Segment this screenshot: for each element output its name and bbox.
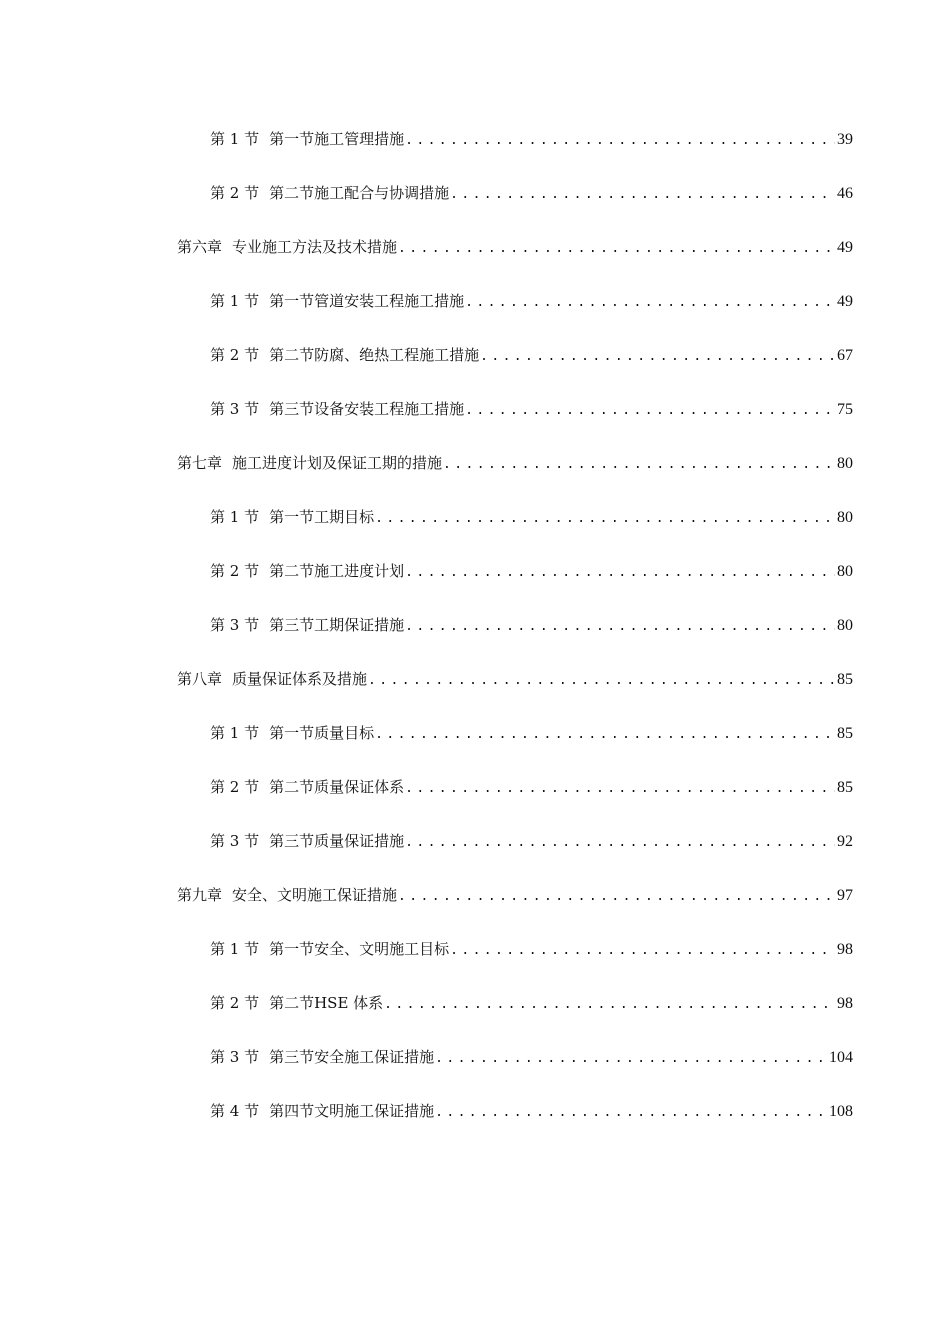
toc-leader-dots (450, 936, 835, 966)
toc-entry-label (210, 340, 479, 370)
toc-entry-label (177, 664, 367, 694)
toc-entry-section[interactable] (0, 988, 950, 1042)
toc-leader-dots (375, 720, 835, 750)
toc-entry-title: 安全、文明施工保证措施 (232, 886, 398, 904)
toc-entry-chapter[interactable] (0, 448, 950, 502)
toc-entry-title: 专业施工方法及技术措施 (232, 238, 398, 256)
toc-entry-label (210, 934, 449, 964)
toc-entry-label (210, 826, 404, 856)
toc-leader-dots (405, 774, 835, 804)
toc-entry-title: 第三节质量保证措施 (269, 832, 405, 850)
toc-entry-number: 第 3 节 (210, 1048, 260, 1066)
toc-entry-section[interactable] (0, 1096, 950, 1150)
toc-entry-number: 第八章 (177, 670, 223, 688)
toc-leader-dots (375, 504, 835, 534)
toc-entry-label (210, 556, 404, 586)
toc-entry-number: 第九章 (177, 886, 223, 904)
toc-leader-dots (398, 234, 835, 264)
toc-entry-number: 第 2 节 (210, 562, 260, 580)
toc-leader-dots (435, 1044, 827, 1074)
toc-entry-number: 第 1 节 (210, 724, 260, 742)
toc-leader-dots (405, 612, 835, 642)
toc-entry-section[interactable] (0, 340, 950, 394)
toc-entry-section[interactable] (0, 178, 950, 232)
toc-entry-number: 第 4 节 (210, 1102, 260, 1120)
toc-entry-section[interactable] (0, 610, 950, 664)
toc-entry-page: 67 (837, 347, 853, 364)
toc-entry-page: 46 (837, 185, 853, 202)
toc-leader-dots (384, 990, 835, 1020)
toc-entry-section[interactable] (0, 826, 950, 880)
toc-entry-title: 第二节HSE 体系 (269, 994, 384, 1012)
toc-entry-title: 第一节工期目标 (269, 508, 375, 526)
toc-entry-title: 第二节质量保证体系 (269, 778, 405, 796)
toc-entry-title: 第一节安全、文明施工目标 (269, 940, 450, 958)
toc-entry-label (210, 178, 449, 208)
toc-entry-title: 第三节安全施工保证措施 (269, 1048, 435, 1066)
toc-leader-dots (405, 828, 835, 858)
toc-leader-dots (465, 288, 835, 318)
toc-entry-number: 第 2 节 (210, 184, 260, 202)
toc-entry-section[interactable] (0, 124, 950, 178)
toc-entry-page: 98 (837, 941, 853, 958)
toc-entry-page: 104 (829, 1049, 853, 1066)
toc-entry-label (210, 610, 404, 640)
toc-entry-section[interactable] (0, 718, 950, 772)
toc-leader-dots (405, 558, 835, 588)
toc-leader-dots (398, 882, 835, 912)
toc-entry-page: 80 (837, 617, 853, 634)
toc-entry-section[interactable] (0, 394, 950, 448)
toc-entry-page: 108 (829, 1103, 853, 1120)
toc-leader-dots (405, 126, 835, 156)
toc-entry-title: 第一节施工管理措施 (269, 130, 405, 148)
toc-entry-label (210, 718, 374, 748)
toc-entry-page: 49 (837, 239, 853, 256)
toc-entry-label (177, 232, 397, 262)
toc-entry-page: 49 (837, 293, 853, 310)
toc-entry-page: 85 (837, 779, 853, 796)
table-of-contents (0, 124, 950, 1150)
toc-entry-number: 第六章 (177, 238, 223, 256)
toc-entry-section[interactable] (0, 556, 950, 610)
toc-entry-label (210, 394, 464, 424)
toc-entry-page: 39 (837, 131, 853, 148)
toc-entry-number: 第 2 节 (210, 994, 260, 1012)
toc-entry-title: 第三节设备安装工程施工措施 (269, 400, 465, 418)
toc-entry-section[interactable] (0, 502, 950, 556)
toc-entry-title: 第二节防腐、绝热工程施工措施 (269, 346, 480, 364)
toc-entry-title: 第一节管道安装工程施工措施 (269, 292, 465, 310)
toc-entry-title: 第三节工期保证措施 (269, 616, 405, 634)
toc-entry-label (210, 772, 404, 802)
toc-entry-number: 第七章 (177, 454, 223, 472)
toc-entry-title: 施工进度计划及保证工期的措施 (232, 454, 443, 472)
toc-entry-number: 第 3 节 (210, 832, 260, 850)
toc-entry-chapter[interactable] (0, 880, 950, 934)
toc-leader-dots (465, 396, 835, 426)
toc-entry-label (210, 1042, 434, 1072)
toc-entry-number: 第 3 节 (210, 616, 260, 634)
toc-entry-page: 85 (837, 725, 853, 742)
toc-entry-label (210, 988, 383, 1018)
toc-leader-dots (443, 450, 835, 480)
toc-entry-chapter[interactable] (0, 664, 950, 718)
toc-entry-label (177, 880, 397, 910)
toc-entry-page: 80 (837, 455, 853, 472)
toc-leader-dots (480, 342, 835, 372)
toc-entry-title: 质量保证体系及措施 (232, 670, 368, 688)
toc-leader-dots (435, 1098, 827, 1128)
toc-entry-number: 第 1 节 (210, 508, 260, 526)
toc-entry-section[interactable] (0, 772, 950, 826)
toc-entry-number: 第 1 节 (210, 292, 260, 310)
toc-entry-page: 92 (837, 833, 853, 850)
toc-entry-page: 80 (837, 563, 853, 580)
toc-entry-number: 第 3 节 (210, 400, 260, 418)
toc-entry-section[interactable] (0, 286, 950, 340)
toc-entry-section[interactable] (0, 1042, 950, 1096)
toc-leader-dots (450, 180, 835, 210)
toc-entry-label (210, 502, 374, 532)
toc-entry-label (210, 124, 404, 154)
toc-entry-label (210, 286, 464, 316)
toc-entry-title: 第二节施工进度计划 (269, 562, 405, 580)
toc-entry-title: 第二节施工配合与协调措施 (269, 184, 450, 202)
toc-entry-page: 97 (837, 887, 853, 904)
toc-entry-number: 第 2 节 (210, 346, 260, 364)
toc-entry-number: 第 1 节 (210, 130, 260, 148)
toc-entry-chapter[interactable] (0, 232, 950, 286)
toc-entry-label (210, 1096, 434, 1126)
toc-entry-page: 80 (837, 509, 853, 526)
toc-entry-number: 第 1 节 (210, 940, 260, 958)
toc-entry-page: 75 (837, 401, 853, 418)
toc-entry-title: 第四节文明施工保证措施 (269, 1102, 435, 1120)
toc-entry-number: 第 2 节 (210, 778, 260, 796)
toc-entry-page: 98 (837, 995, 853, 1012)
toc-entry-section[interactable] (0, 934, 950, 988)
toc-leader-dots (368, 666, 835, 696)
toc-entry-page: 85 (837, 671, 853, 688)
toc-entry-label (177, 448, 442, 478)
toc-entry-title: 第一节质量目标 (269, 724, 375, 742)
